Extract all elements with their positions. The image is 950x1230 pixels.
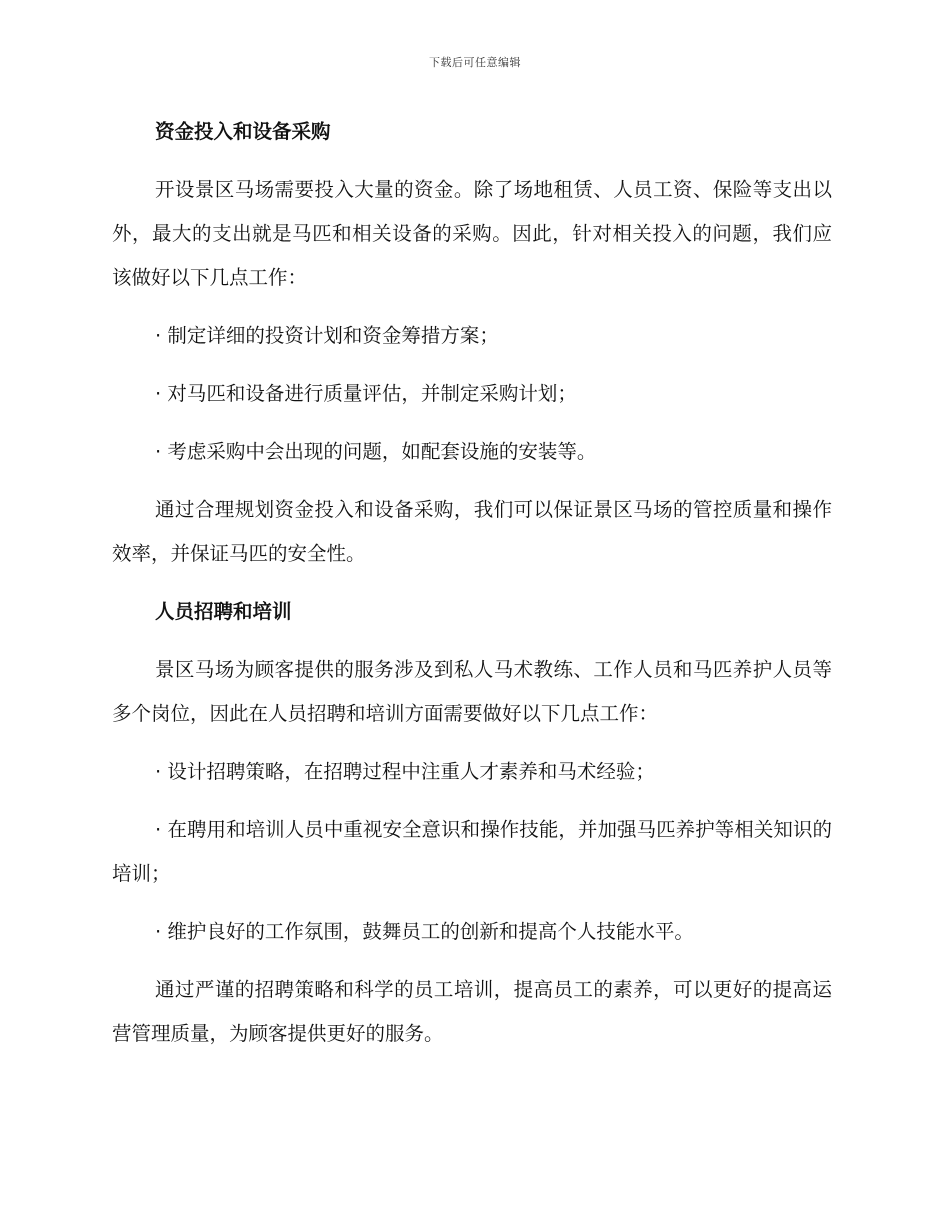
- bullet-item: · 制定详细的投资计划和资金筹措方案；: [155, 324, 499, 347]
- section-heading: 资金投入和设备采购: [155, 120, 331, 143]
- bullet-item: · 对马匹和设备进行质量评估，并制定采购计划；: [155, 382, 577, 405]
- section-funding-equipment: [112, 110, 832, 576]
- section-heading: 人员招聘和培训: [155, 600, 292, 623]
- section-intro-paragraph: 开设景区马场需要投入大量的资金。除了场地租赁、人员工资、保险等支出以外，最大的支出就是马匹和相关设备的采购。因此，针对相关投入的问题，我们应该做好以下几点工作：: [112, 178, 832, 289]
- bullet-item: · 在聘用和培训人员中重视安全意识和操作技能，并加强马匹养护等相关知识的培训；: [112, 818, 832, 885]
- section-conclusion-paragraph: 通过合理规划资金投入和设备采购，我们可以保证景区马场的管控质量和操作效率，并保证马匹的安全性。: [112, 498, 832, 565]
- bullet-item: · 设计招聘策略，在招聘过程中注重人才素养和马术经验；: [155, 760, 655, 783]
- section-intro-paragraph: 景区马场为顾客提供的服务涉及到私人马术教练、工作人员和马匹养护人员等多个岗位，因此在人员招聘和培训方面需要做好以下几点工作：: [112, 658, 832, 725]
- section-conclusion-paragraph: 通过严谨的招聘策略和科学的员工培训，提高员工的素养，可以更好的提高运营管理质量，为顾客提供更好的服务。: [112, 978, 832, 1045]
- page-header: 下载后可任意编辑: [429, 56, 521, 69]
- document-body: [112, 110, 832, 1070]
- bullet-item: · 维护良好的工作氛围，鼓舞员工的创新和提高个人技能水平。: [155, 920, 694, 943]
- section-recruitment-training: [112, 590, 832, 1056]
- bullet-item: · 考虑采购中会出现的问题，如配套设施的安装等。: [155, 440, 597, 463]
